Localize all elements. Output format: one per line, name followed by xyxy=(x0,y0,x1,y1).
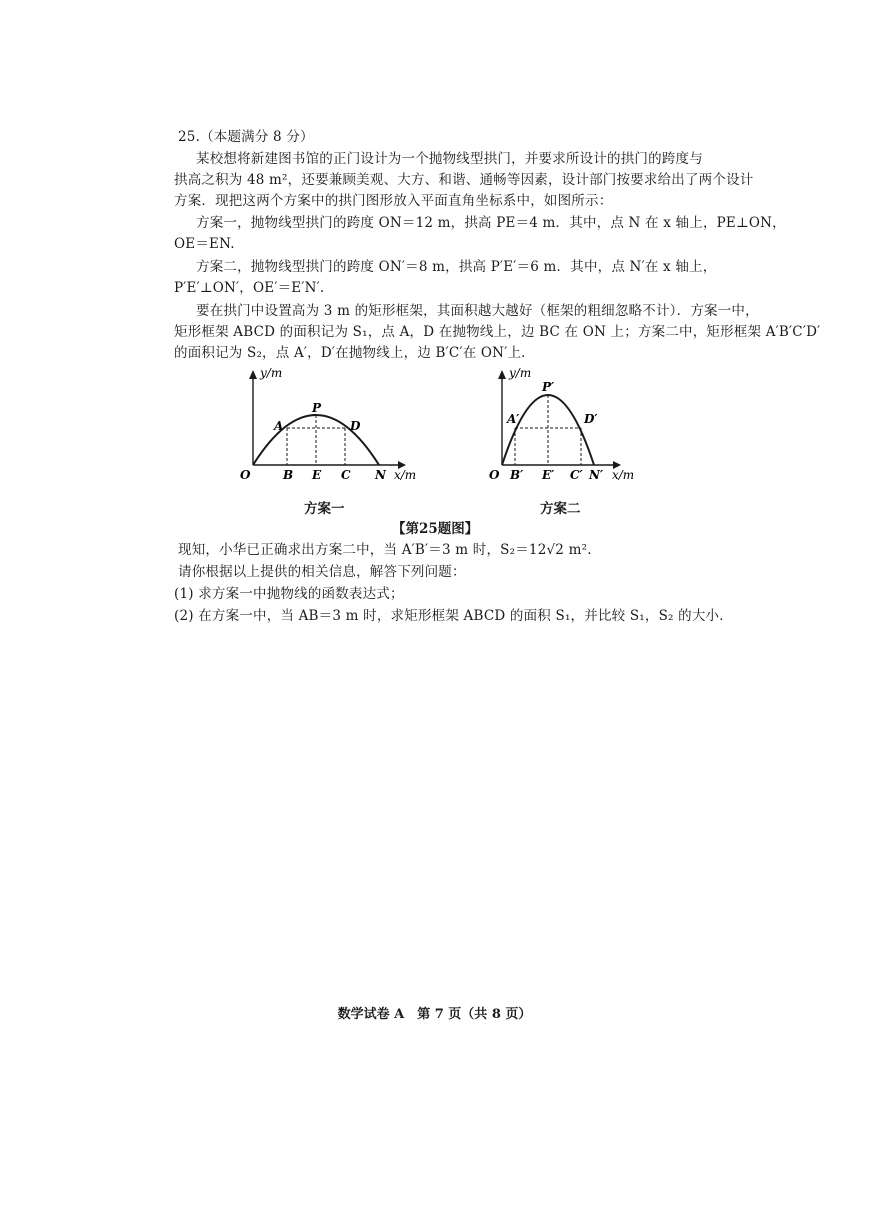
y-axis-arrow xyxy=(498,370,506,379)
label-P-prime: P′ xyxy=(542,380,555,394)
problem-line-1: 某校想将新建图书馆的正门设计为一个抛物线型拱门，并要求所设计的拱门的跨度与 xyxy=(196,151,703,167)
problem-line-4: 方案一，抛物线型拱门的跨度 ON＝12 m，拱高 PE＝4 m．其中，点 N 在 x 轴上，PE⊥ON， xyxy=(196,215,786,231)
caption-plan-two: 方案二 xyxy=(540,501,581,517)
label-D: D xyxy=(350,419,361,433)
question-1: (1) 求方案一中抛物线的函数表达式； xyxy=(174,586,404,602)
label-A-prime: A′ xyxy=(507,412,520,426)
problem-heading: 25.（本题满分 8 分） xyxy=(178,129,314,145)
label-N: N xyxy=(375,468,386,482)
label-D-prime: D′ xyxy=(584,412,598,426)
figure-plan-two xyxy=(478,365,648,495)
label-O: O xyxy=(240,468,251,482)
problem-line-7: P′E′⊥ON′，OE′＝E′N′. xyxy=(174,280,325,296)
problem-line-8: 要在拱门中设置高为 3 m 的矩形框架，其面积越大越好（框架的粗细忽略不计）．方案一中， xyxy=(196,303,759,319)
page-footer: 数学试卷 A 第 7 页（共 8 页） xyxy=(337,1007,532,1022)
problem-line-2: 拱高之积为 48 m²，还要兼顾美观、大方、和谐、通畅等因素，设计部门按要求给出了两个设计 xyxy=(174,172,754,188)
figure-caption: 【第25题图】 xyxy=(392,521,479,537)
question-2: (2) 在方案一中，当 AB＝3 m 时，求矩形框架 ABCD 的面积 S₁，并比较 S₁，S₂ 的大小． xyxy=(174,608,733,624)
label-A: A xyxy=(274,419,284,433)
label-B-prime: B′ xyxy=(510,468,524,482)
problem-line-5: OE＝EN. xyxy=(174,236,235,252)
label-E-prime: E′ xyxy=(542,468,555,482)
label-P: P xyxy=(312,401,322,415)
x-axis-label: x/m xyxy=(394,468,417,482)
instruction-line: 请你根据以上提供的相关信息，解答下列问题： xyxy=(178,564,466,580)
label-B: B xyxy=(283,468,294,482)
known-line: 现知，小华已正确求出方案二中，当 A′B′＝3 m 时，S₂＝12√2 m². xyxy=(178,542,592,558)
problem-line-3: 方案．现把这两个方案中的拱门图形放入平面直角坐标系中，如图所示： xyxy=(174,193,613,209)
y-axis-arrow xyxy=(249,370,257,379)
label-C-prime: C′ xyxy=(570,468,583,482)
label-C: C xyxy=(341,468,351,482)
problem-line-9: 矩形框架 ABCD 的面积记为 S₁，点 A，D 在抛物线上，边 BC 在 ON 上；方案二中，矩形框架 A′B′C′D′ xyxy=(174,324,821,340)
label-N-prime: N′ xyxy=(589,468,604,482)
x-axis-label: x/m xyxy=(612,468,635,482)
y-axis-label: y/m xyxy=(260,366,283,380)
label-O: O xyxy=(489,468,500,482)
y-axis-label: y/m xyxy=(509,366,532,380)
problem-line-10: 的面积记为 S₂，点 A′，D′在抛物线上，边 B′C′在 ON′上． xyxy=(174,345,535,361)
caption-plan-one: 方案一 xyxy=(304,501,345,517)
label-E: E xyxy=(312,468,322,482)
problem-line-6: 方案二，抛物线型拱门的跨度 ON′＝8 m，拱高 P′E′＝6 m．其中，点 N′在 x 轴上， xyxy=(196,259,717,275)
figure-plan-one xyxy=(228,365,428,495)
